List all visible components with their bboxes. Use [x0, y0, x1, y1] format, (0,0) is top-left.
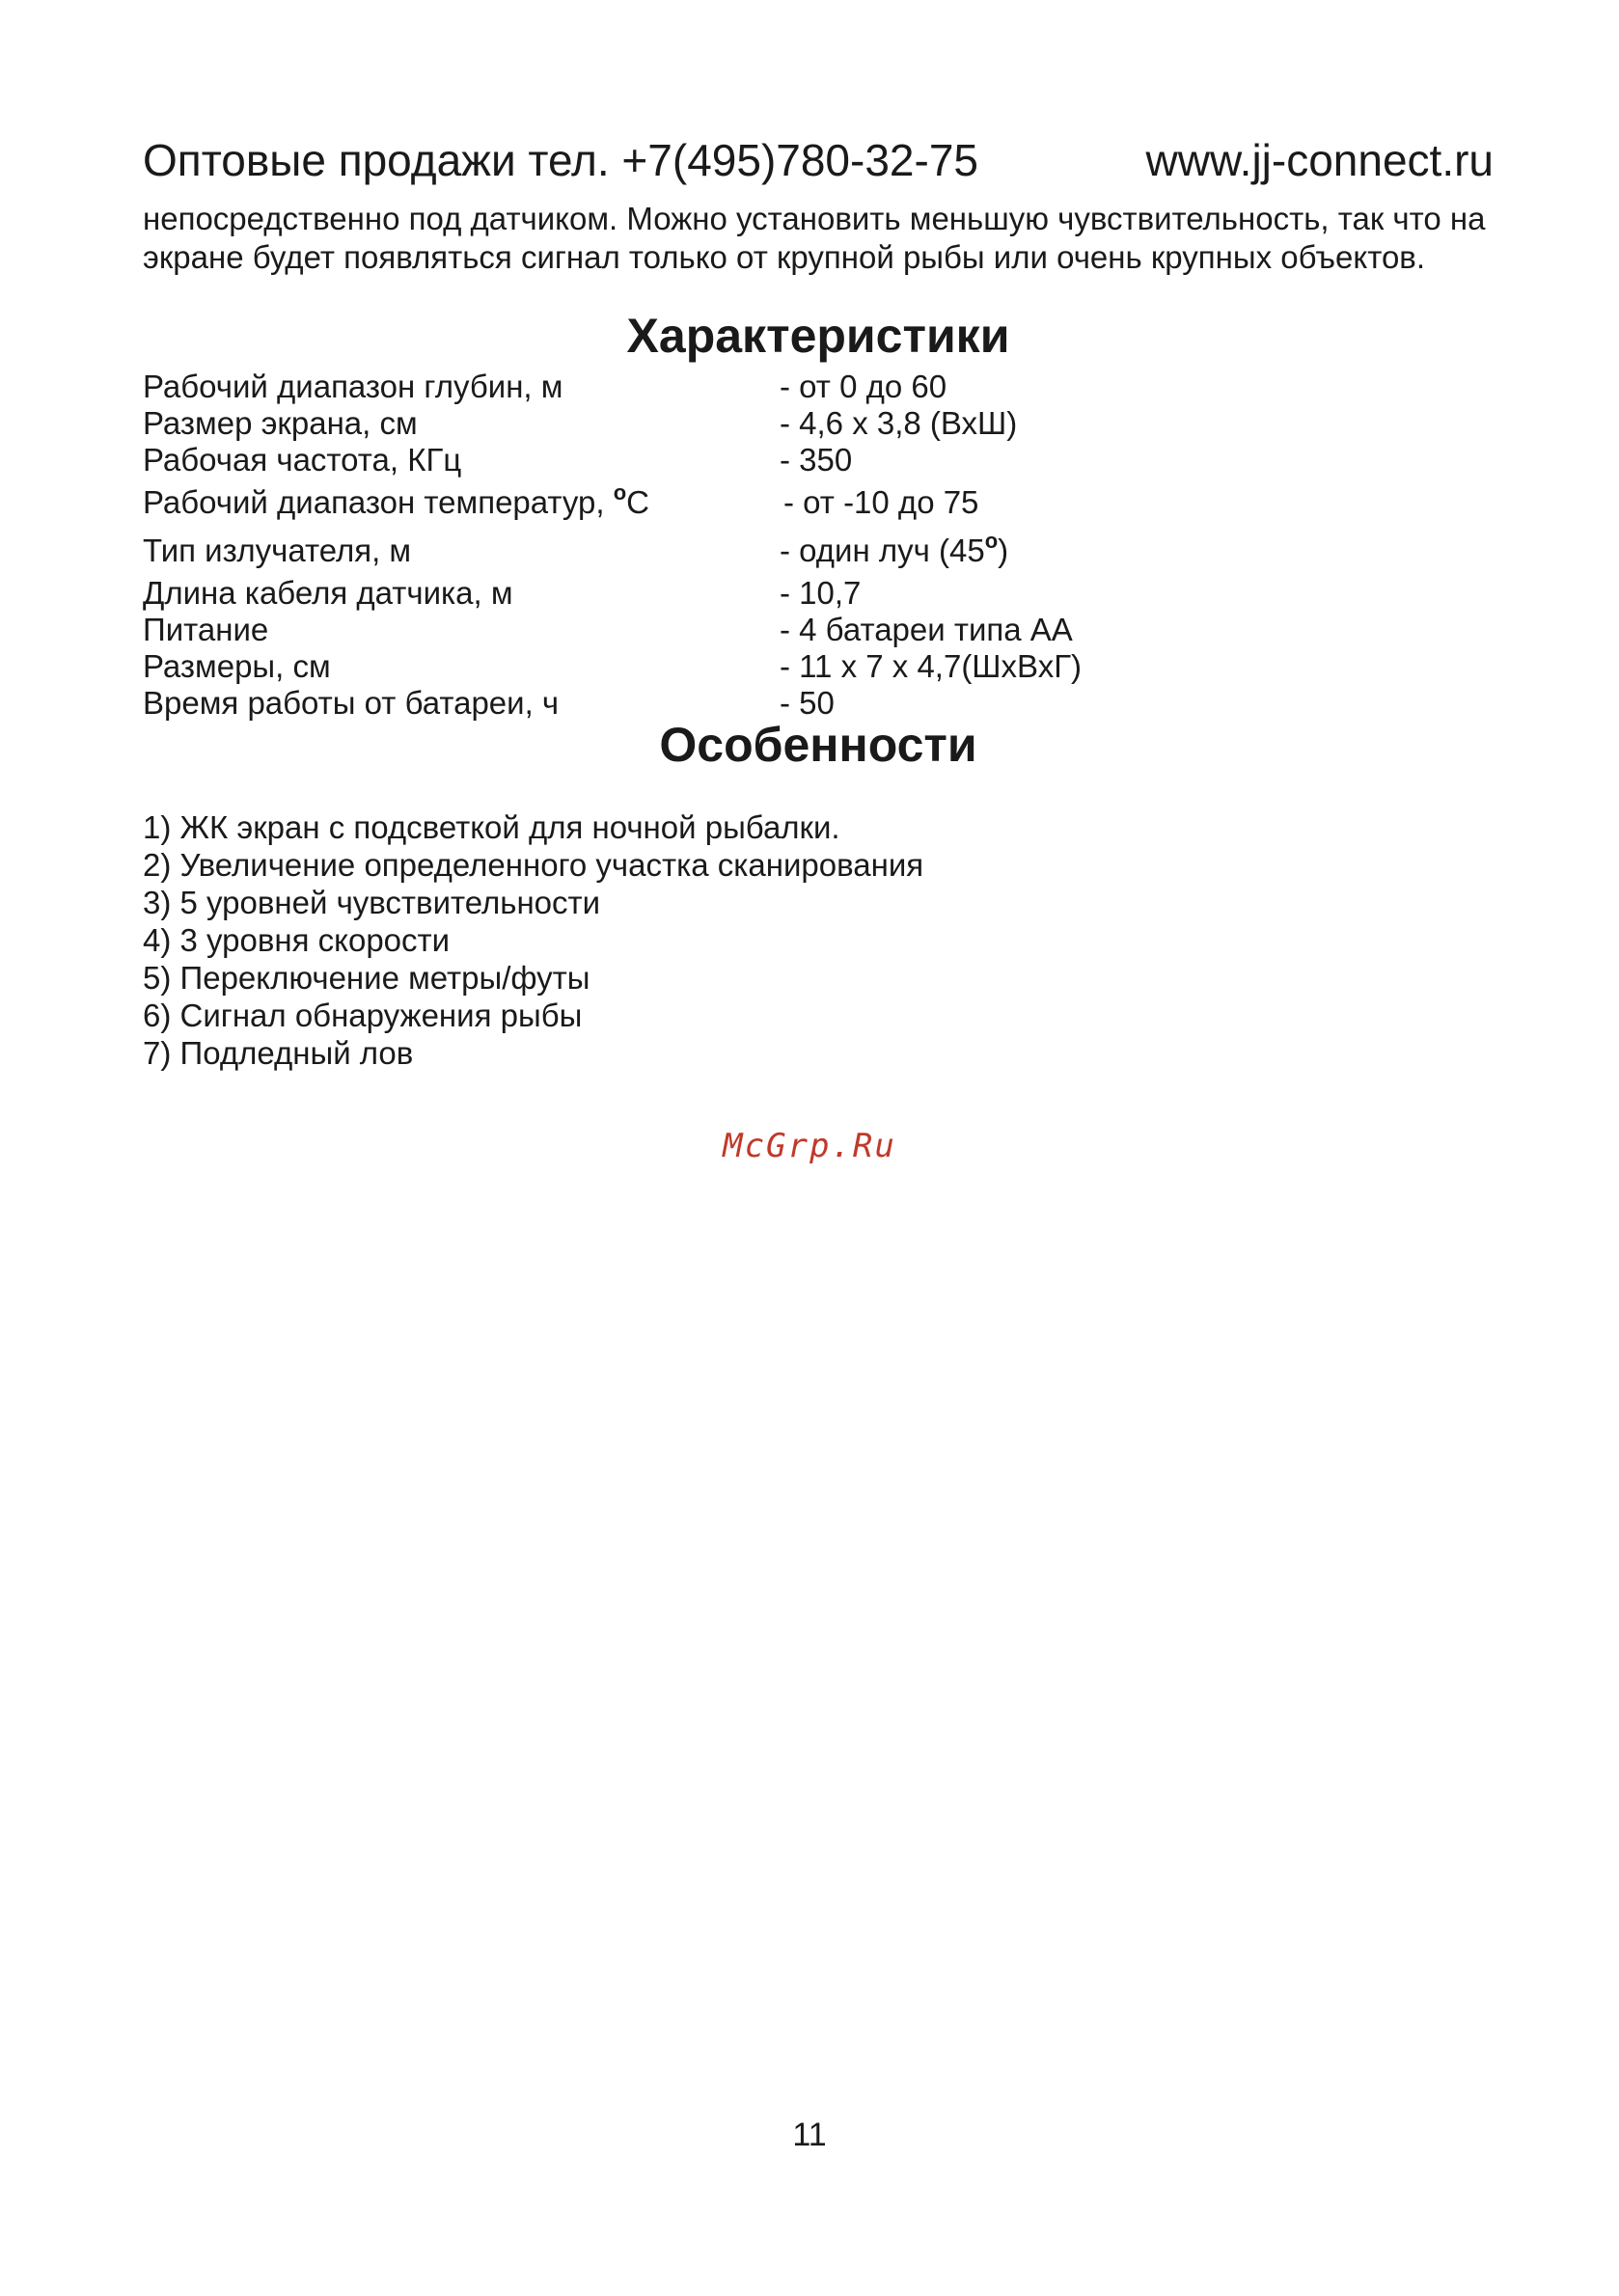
list-item: 7) Подледный лов [143, 1035, 414, 1071]
degree-sign: o [613, 480, 627, 505]
list-item: 5) Переключение метры/футы [143, 960, 590, 996]
spec-row [143, 612, 1204, 648]
spec-row [143, 478, 1204, 527]
degree-sign: o [984, 529, 999, 553]
spec-label: Длина кабеля датчика, м [143, 575, 513, 611]
spec-label: Рабочая частота, КГц [143, 442, 462, 478]
page-header [143, 131, 1494, 189]
list-item: 3) 5 уровней чувствительности [143, 885, 601, 920]
spec-label: Тип излучателя, м [143, 533, 412, 568]
spec-value: - от -10 до 75 [783, 484, 979, 520]
intro-paragraph: непосредственно под датчиком. Можно установить меньшую чувствительность, так что на экране будет появляться сигнал только от крупной рыбы или очень крупных объектов. [143, 201, 1486, 275]
list-item: 4) 3 уровня скорости [143, 922, 451, 958]
list-item: 1) ЖК экран с подсветкой для ночной рыбалки. [143, 809, 840, 845]
spec-label: Размер экрана, см [143, 405, 418, 441]
spec-row [143, 648, 1204, 685]
spec-label: Размеры, см [143, 648, 331, 684]
spec-value-text: - один луч (45 [780, 533, 985, 568]
spec-label-text: Рабочий диапазон температур, [143, 484, 614, 520]
wholesale-phone: Оптовые продажи тел. +7(495)780-32-75 [143, 135, 978, 185]
spec-value [780, 527, 1008, 575]
spec-row [143, 442, 1204, 478]
features-list [143, 808, 1301, 1072]
spec-value: - 4 батареи типа АА [780, 612, 1073, 647]
website-link[interactable]: www.jj-connect.ru [1145, 135, 1494, 185]
spec-row [143, 527, 1204, 575]
spec-value: - 4,6 х 3,8 (ВхШ) [780, 405, 1018, 441]
spec-row [143, 405, 1204, 442]
features-heading: Особенности [659, 718, 977, 772]
spec-value: - 350 [780, 442, 853, 478]
watermark: McGrp.Ru [723, 1127, 896, 1165]
spec-value: - 10,7 [780, 575, 862, 611]
specs-table [143, 369, 1204, 722]
spec-value-suffix: ) [998, 533, 1009, 568]
spec-row [143, 575, 1204, 612]
specs-heading: Характеристики [626, 309, 1010, 363]
spec-label: Время работы от батареи, ч [143, 685, 560, 721]
spec-value: - от 0 до 60 [780, 369, 947, 404]
page-number: 11 [792, 2117, 827, 2153]
spec-label: Рабочий диапазон глубин, м [143, 369, 563, 404]
spec-value: - 11 х 7 х 4,7(ШхВхГ) [780, 648, 1083, 684]
spec-label [143, 478, 649, 527]
list-item: 6) Сигнал обнаружения рыбы [143, 998, 583, 1033]
spec-label-unit: С [626, 484, 650, 520]
list-item: 2) Увеличение определенного участка сканирования [143, 847, 924, 883]
spec-value: - 50 [780, 685, 835, 721]
spec-row [143, 369, 1204, 405]
spec-label: Питание [143, 612, 269, 647]
